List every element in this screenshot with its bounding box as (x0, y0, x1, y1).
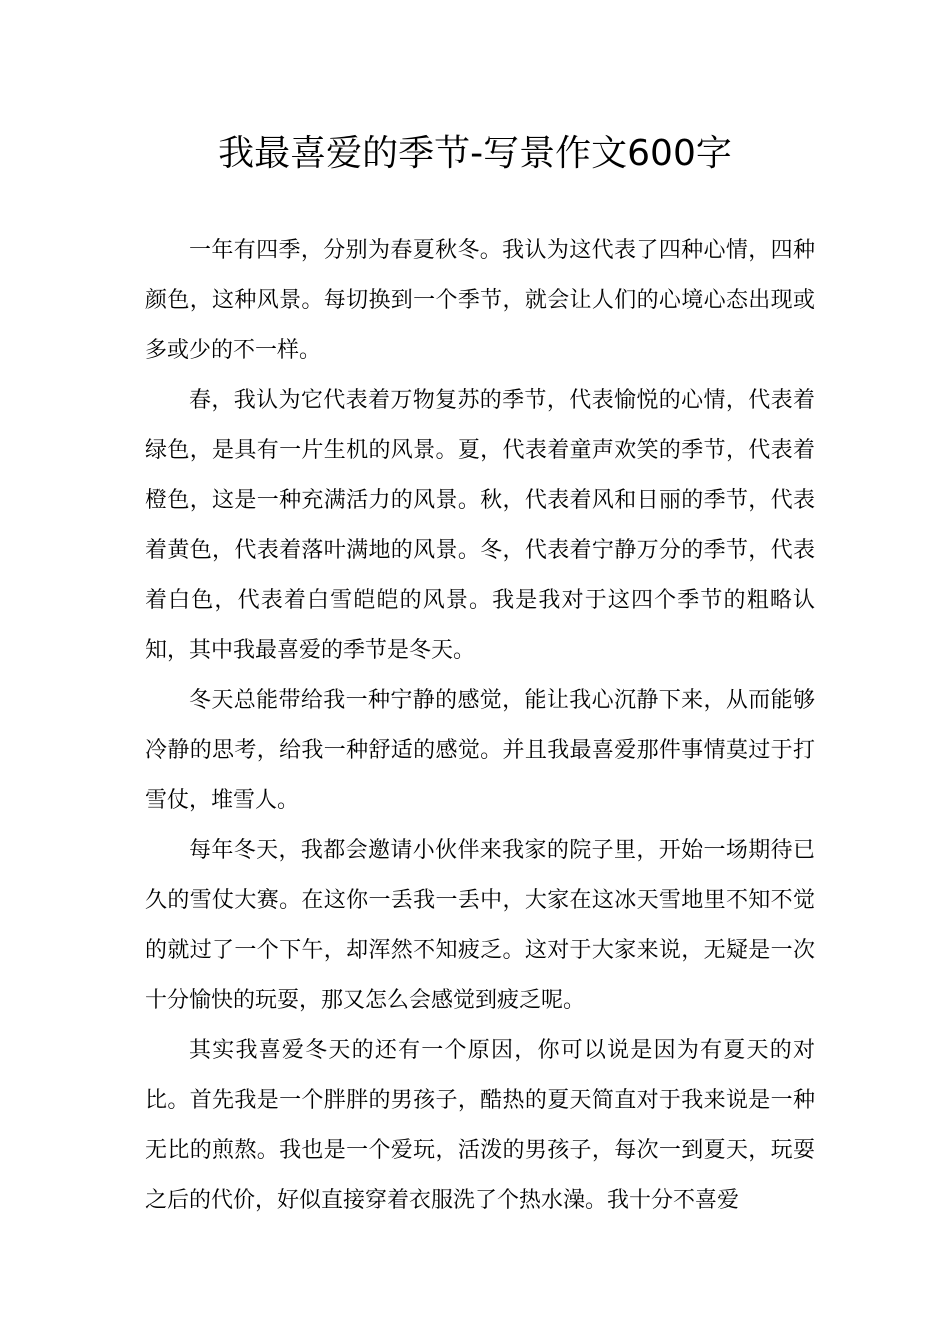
paragraph-3: 冬天总能带给我一种宁静的感觉，能让我心沉静下来，从而能够冷静的思考，给我一种舒适的感觉。并且我最喜爱那件事情莫过于打雪仗，堆雪人。 (145, 688, 815, 813)
paragraph-5: 其实我喜爱冬天的还有一个原因，你可以说是因为有夏天的对比。首先我是一个胖胖的男孩子，酷热的夏天简直对于我来说是一种无比的煎熬。我也是一个爱玩，活泼的男孩子，每次一到夏天，玩耍之后的代价，好似直接穿着衣服洗了个热水澡。我十分不喜爱 (145, 1038, 815, 1213)
document-body (145, 226, 815, 1226)
paragraph-1: 一年有四季，分别为春夏秋冬。我认为这代表了四种心情，四种颜色，这种风景。每切换到一个季节，就会让人们的心境心态出现或多或少的不一样。 (145, 238, 815, 363)
paragraph-2: 春，我认为它代表着万物复苏的季节，代表愉悦的心情，代表着绿色，是具有一片生机的风景。夏，代表着童声欢笑的季节，代表着橙色，这是一种充满活力的风景。秋，代表着风和日丽的季节，代表着黄色，代表着落叶满地的风景。冬，代表着宁静万分的季节，代表着白色，代表着白雪皑皑的风景。我是我对于这四个季节的粗略认知，其中我最喜爱的季节是冬天。 (145, 388, 815, 663)
paragraph-4: 每年冬天，我都会邀请小伙伴来我家的院子里，开始一场期待已久的雪仗大赛。在这你一丢我一丢中，大家在这冰天雪地里不知不觉的就过了一个下午，却浑然不知疲乏。这对于大家来说，无疑是一次十分愉快的玩耍，那又怎么会感觉到疲乏呢。 (145, 838, 815, 1013)
document-title: 我最喜爱的季节-写景作文600字 (218, 133, 732, 174)
